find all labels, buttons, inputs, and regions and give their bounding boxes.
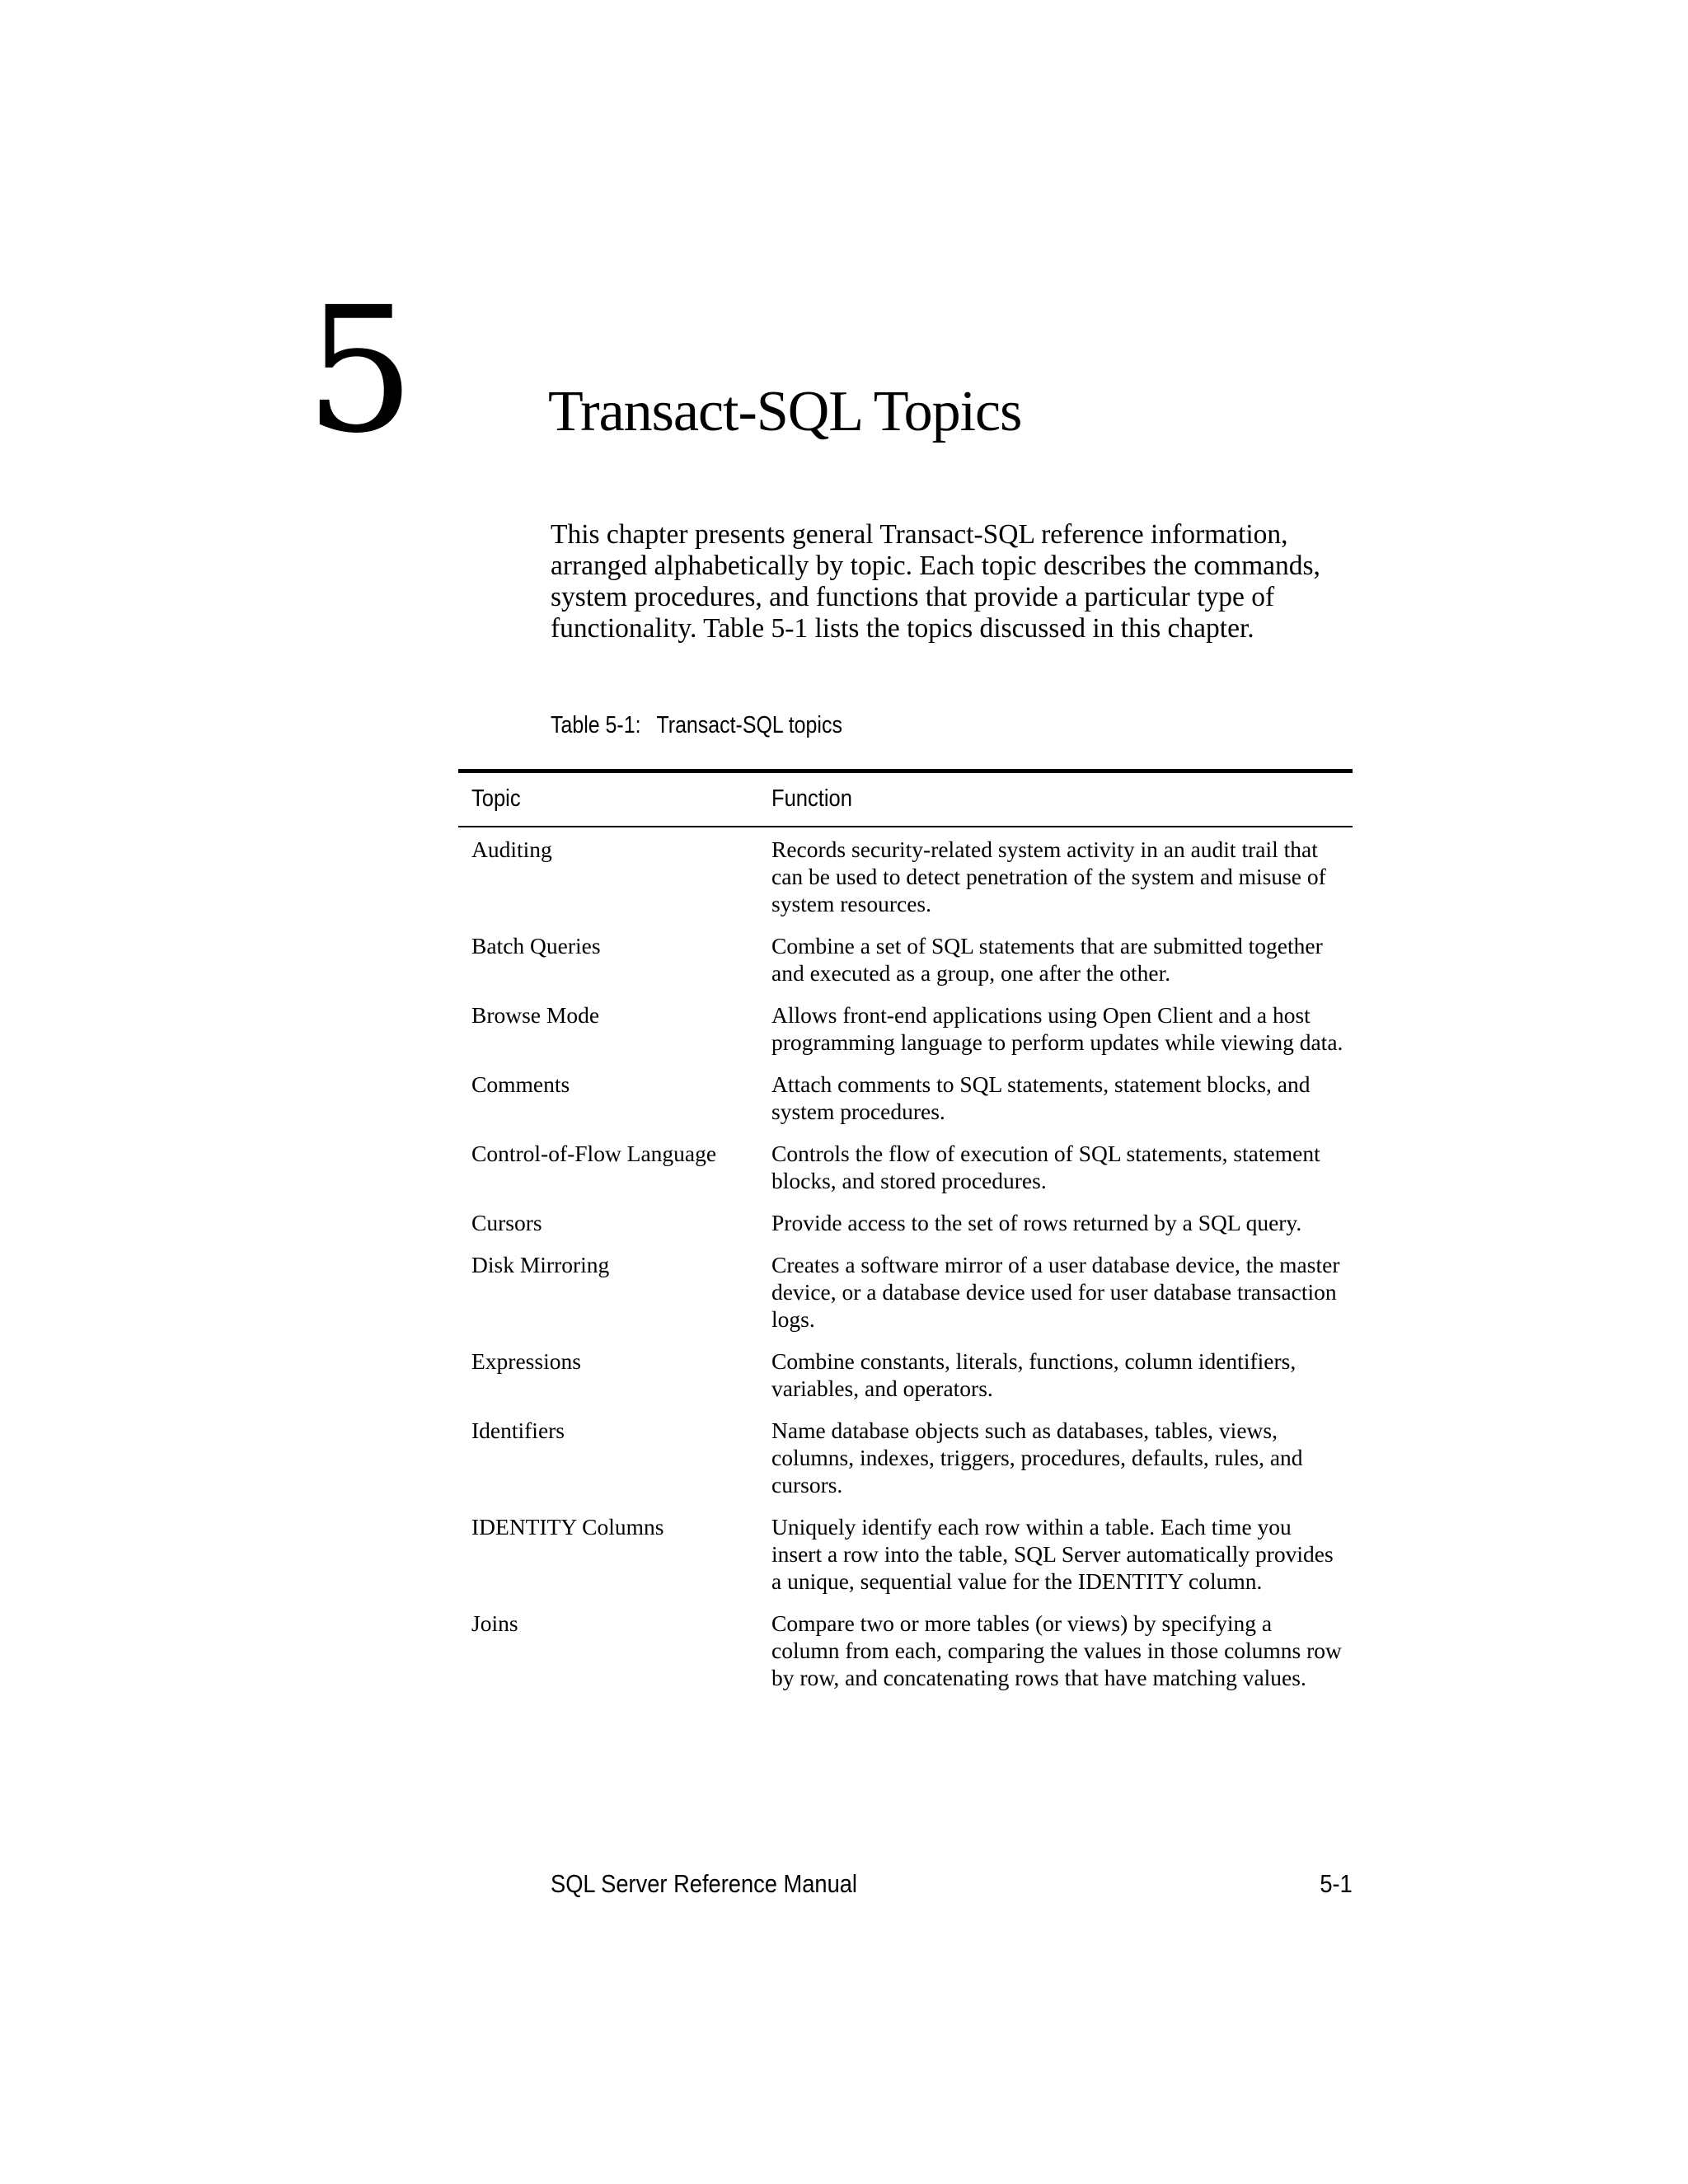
table-caption-number: Table 5-1: xyxy=(551,712,641,738)
row-function: Combine a set of SQL statements that are submitted together and executed as a group, one after the other. xyxy=(771,933,1323,986)
table-row xyxy=(458,836,1353,917)
row-function: Records security-related system activity in an audit trail that can be used to detect penetration of the system and misuse of system resources. xyxy=(771,837,1326,916)
table-row xyxy=(458,1417,1353,1498)
row-function: Compare two or more tables (or views) by specifying a column from each, comparing the values in those columns row by row, and concatenating rows that have matching values. xyxy=(771,1610,1342,1690)
header-function: Function xyxy=(771,785,852,812)
footer-page-number: 5-1 xyxy=(1320,1869,1353,1898)
intro-paragraph: This chapter presents general Transact-SQL reference information, arranged alphabetically by topic. Each topic describes the commands, system procedures, and functions that provide a particular type of functionality. Table 5-1 lists the topics discussed in this chapter. xyxy=(551,519,1320,644)
table-caption-title: Transact-SQL topics xyxy=(656,712,842,738)
table-row xyxy=(458,1251,1353,1333)
row-topic: Control-of-Flow Language xyxy=(471,1141,717,1166)
row-topic: Joins xyxy=(471,1610,518,1636)
row-topic: Auditing xyxy=(471,837,552,862)
table-row xyxy=(458,1610,1353,1691)
row-topic: Identifiers xyxy=(471,1418,565,1443)
chapter-title: Transact-SQL Topics xyxy=(548,380,1022,443)
table-row xyxy=(458,932,1353,987)
row-function: Uniquely identify each row within a table. Each time you insert a row into the table, SQL Server automatically provides a unique, sequential value for the IDENTITY column. xyxy=(771,1514,1334,1594)
row-function: Creates a software mirror of a user database device, the master device, or a database device used for user database transaction logs. xyxy=(771,1252,1340,1332)
table-caption xyxy=(551,714,842,738)
table-row xyxy=(458,1001,1353,1056)
row-function: Attach comments to SQL statements, statement blocks, and system procedures. xyxy=(771,1071,1311,1124)
header-topic: Topic xyxy=(471,785,521,812)
table-row xyxy=(458,1347,1353,1402)
row-topic: IDENTITY Columns xyxy=(471,1514,664,1540)
row-topic: Cursors xyxy=(471,1210,542,1235)
row-function: Name database objects such as databases, tables, views, columns, indexes, triggers, procedures, defaults, rules, and cursors. xyxy=(771,1418,1303,1497)
table-row xyxy=(458,1140,1353,1194)
row-function: Allows front-end applications using Open Client and a host programming language to perform updates while viewing data. xyxy=(771,1002,1343,1055)
table-row xyxy=(458,1209,1353,1236)
chapter-number: 5 xyxy=(305,269,415,471)
row-topic: Comments xyxy=(471,1071,570,1097)
row-function: Controls the flow of execution of SQL statements, statement blocks, and stored procedures. xyxy=(771,1141,1320,1193)
row-topic: Browse Mode xyxy=(471,1002,600,1028)
row-function: Combine constants, literals, functions, column identifiers, variables, and operators. xyxy=(771,1348,1296,1401)
row-topic: Disk Mirroring xyxy=(471,1252,610,1277)
table-row xyxy=(458,1071,1353,1125)
row-topic: Expressions xyxy=(471,1348,581,1374)
footer-manual-title: SQL Server Reference Manual xyxy=(551,1869,858,1898)
table-row xyxy=(458,1513,1353,1595)
row-topic: Batch Queries xyxy=(471,933,601,958)
table-header xyxy=(458,773,1353,827)
topics-table xyxy=(458,769,1353,1691)
row-function: Provide access to the set of rows returned by a SQL query. xyxy=(771,1210,1302,1235)
